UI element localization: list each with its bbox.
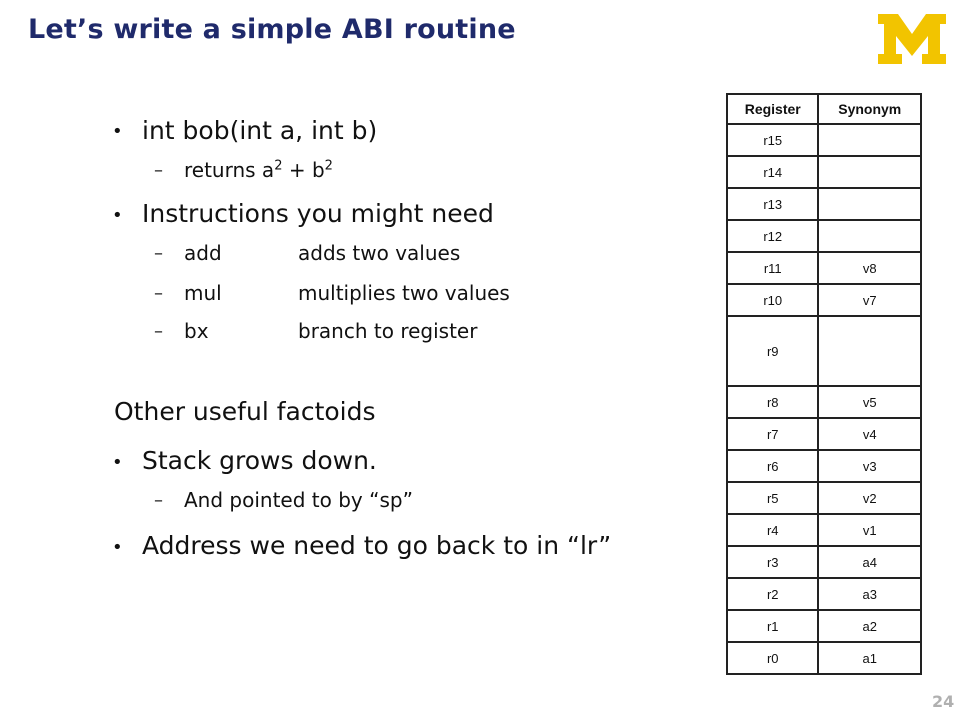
register-cell: r4 bbox=[727, 514, 818, 546]
block-m-logo bbox=[876, 12, 948, 66]
table-row bbox=[727, 156, 921, 188]
table-row bbox=[727, 450, 921, 482]
dash: – bbox=[154, 490, 163, 511]
register-cell: r15 bbox=[727, 124, 818, 156]
synonym-cell: v3 bbox=[818, 450, 921, 482]
register-cell: r6 bbox=[727, 450, 818, 482]
table-row bbox=[727, 514, 921, 546]
table-row bbox=[727, 546, 921, 578]
synonym-cell bbox=[818, 316, 921, 386]
synonym-cell: a3 bbox=[818, 578, 921, 610]
synonym-cell: v1 bbox=[818, 514, 921, 546]
instruction-name: mul bbox=[184, 281, 222, 305]
factoids-heading: Other useful factoids bbox=[114, 397, 376, 426]
stack-subtext: And pointed to by “sp” bbox=[184, 488, 413, 512]
register-cell: r14 bbox=[727, 156, 818, 188]
page-number: 24 bbox=[932, 692, 955, 711]
synonym-cell bbox=[818, 124, 921, 156]
stack-text: Stack grows down. bbox=[142, 446, 377, 475]
register-cell: r2 bbox=[727, 578, 818, 610]
synonym-cell: v2 bbox=[818, 482, 921, 514]
synonym-cell: v7 bbox=[818, 284, 921, 316]
table-row bbox=[727, 316, 921, 386]
dash: – bbox=[154, 321, 163, 342]
synonym-cell: a2 bbox=[818, 610, 921, 642]
table-row bbox=[727, 284, 921, 316]
instruction-desc: branch to register bbox=[298, 319, 478, 343]
table-row bbox=[727, 642, 921, 674]
column-header-synonym: Synonym bbox=[818, 94, 921, 124]
synonym-cell: a1 bbox=[818, 642, 921, 674]
instruction-name: bx bbox=[184, 319, 209, 343]
table-row bbox=[727, 610, 921, 642]
table-row bbox=[727, 220, 921, 252]
register-cell: r5 bbox=[727, 482, 818, 514]
register-cell: r9 bbox=[727, 316, 818, 386]
column-header-register: Register bbox=[727, 94, 818, 124]
table-row bbox=[727, 578, 921, 610]
address-text: Address we need to go back to in “lr” bbox=[142, 531, 612, 560]
synonym-cell: a4 bbox=[818, 546, 921, 578]
table-row bbox=[727, 252, 921, 284]
synonym-cell bbox=[818, 156, 921, 188]
register-cell: r12 bbox=[727, 220, 818, 252]
register-cell: r7 bbox=[727, 418, 818, 450]
instruction-desc: adds two values bbox=[298, 241, 461, 265]
table-row bbox=[727, 188, 921, 220]
register-table bbox=[726, 93, 922, 675]
dash: – bbox=[154, 160, 163, 181]
table-row bbox=[727, 386, 921, 418]
dash: – bbox=[154, 283, 163, 304]
table-row bbox=[727, 418, 921, 450]
register-cell: r13 bbox=[727, 188, 818, 220]
bullet-dot: • bbox=[112, 205, 123, 226]
register-cell: r0 bbox=[727, 642, 818, 674]
function-signature: int bob(int a, int b) bbox=[142, 116, 378, 145]
register-cell: r11 bbox=[727, 252, 818, 284]
returns-text bbox=[184, 158, 333, 182]
register-table-body bbox=[727, 124, 921, 674]
bullet-dot: • bbox=[112, 452, 123, 473]
instruction-name: add bbox=[184, 241, 222, 265]
dash: – bbox=[154, 243, 163, 264]
bullet-dot: • bbox=[112, 121, 123, 142]
register-cell: r8 bbox=[727, 386, 818, 418]
table-row bbox=[727, 124, 921, 156]
synonym-cell bbox=[818, 220, 921, 252]
table-row bbox=[727, 482, 921, 514]
register-cell: r3 bbox=[727, 546, 818, 578]
exponent: 2 bbox=[324, 158, 333, 174]
register-cell: r10 bbox=[727, 284, 818, 316]
returns-mid: + b bbox=[282, 158, 325, 182]
synonym-cell: v4 bbox=[818, 418, 921, 450]
returns-prefix: returns a bbox=[184, 158, 275, 182]
bullet-dot: • bbox=[112, 537, 123, 558]
slide-title: Let’s write a simple ABI routine bbox=[28, 14, 516, 45]
synonym-cell bbox=[818, 188, 921, 220]
instruction-desc: multiplies two values bbox=[298, 281, 510, 305]
synonym-cell: v5 bbox=[818, 386, 921, 418]
exponent: 2 bbox=[274, 158, 283, 174]
instructions-heading: Instructions you might need bbox=[142, 199, 494, 228]
synonym-cell: v8 bbox=[818, 252, 921, 284]
register-cell: r1 bbox=[727, 610, 818, 642]
